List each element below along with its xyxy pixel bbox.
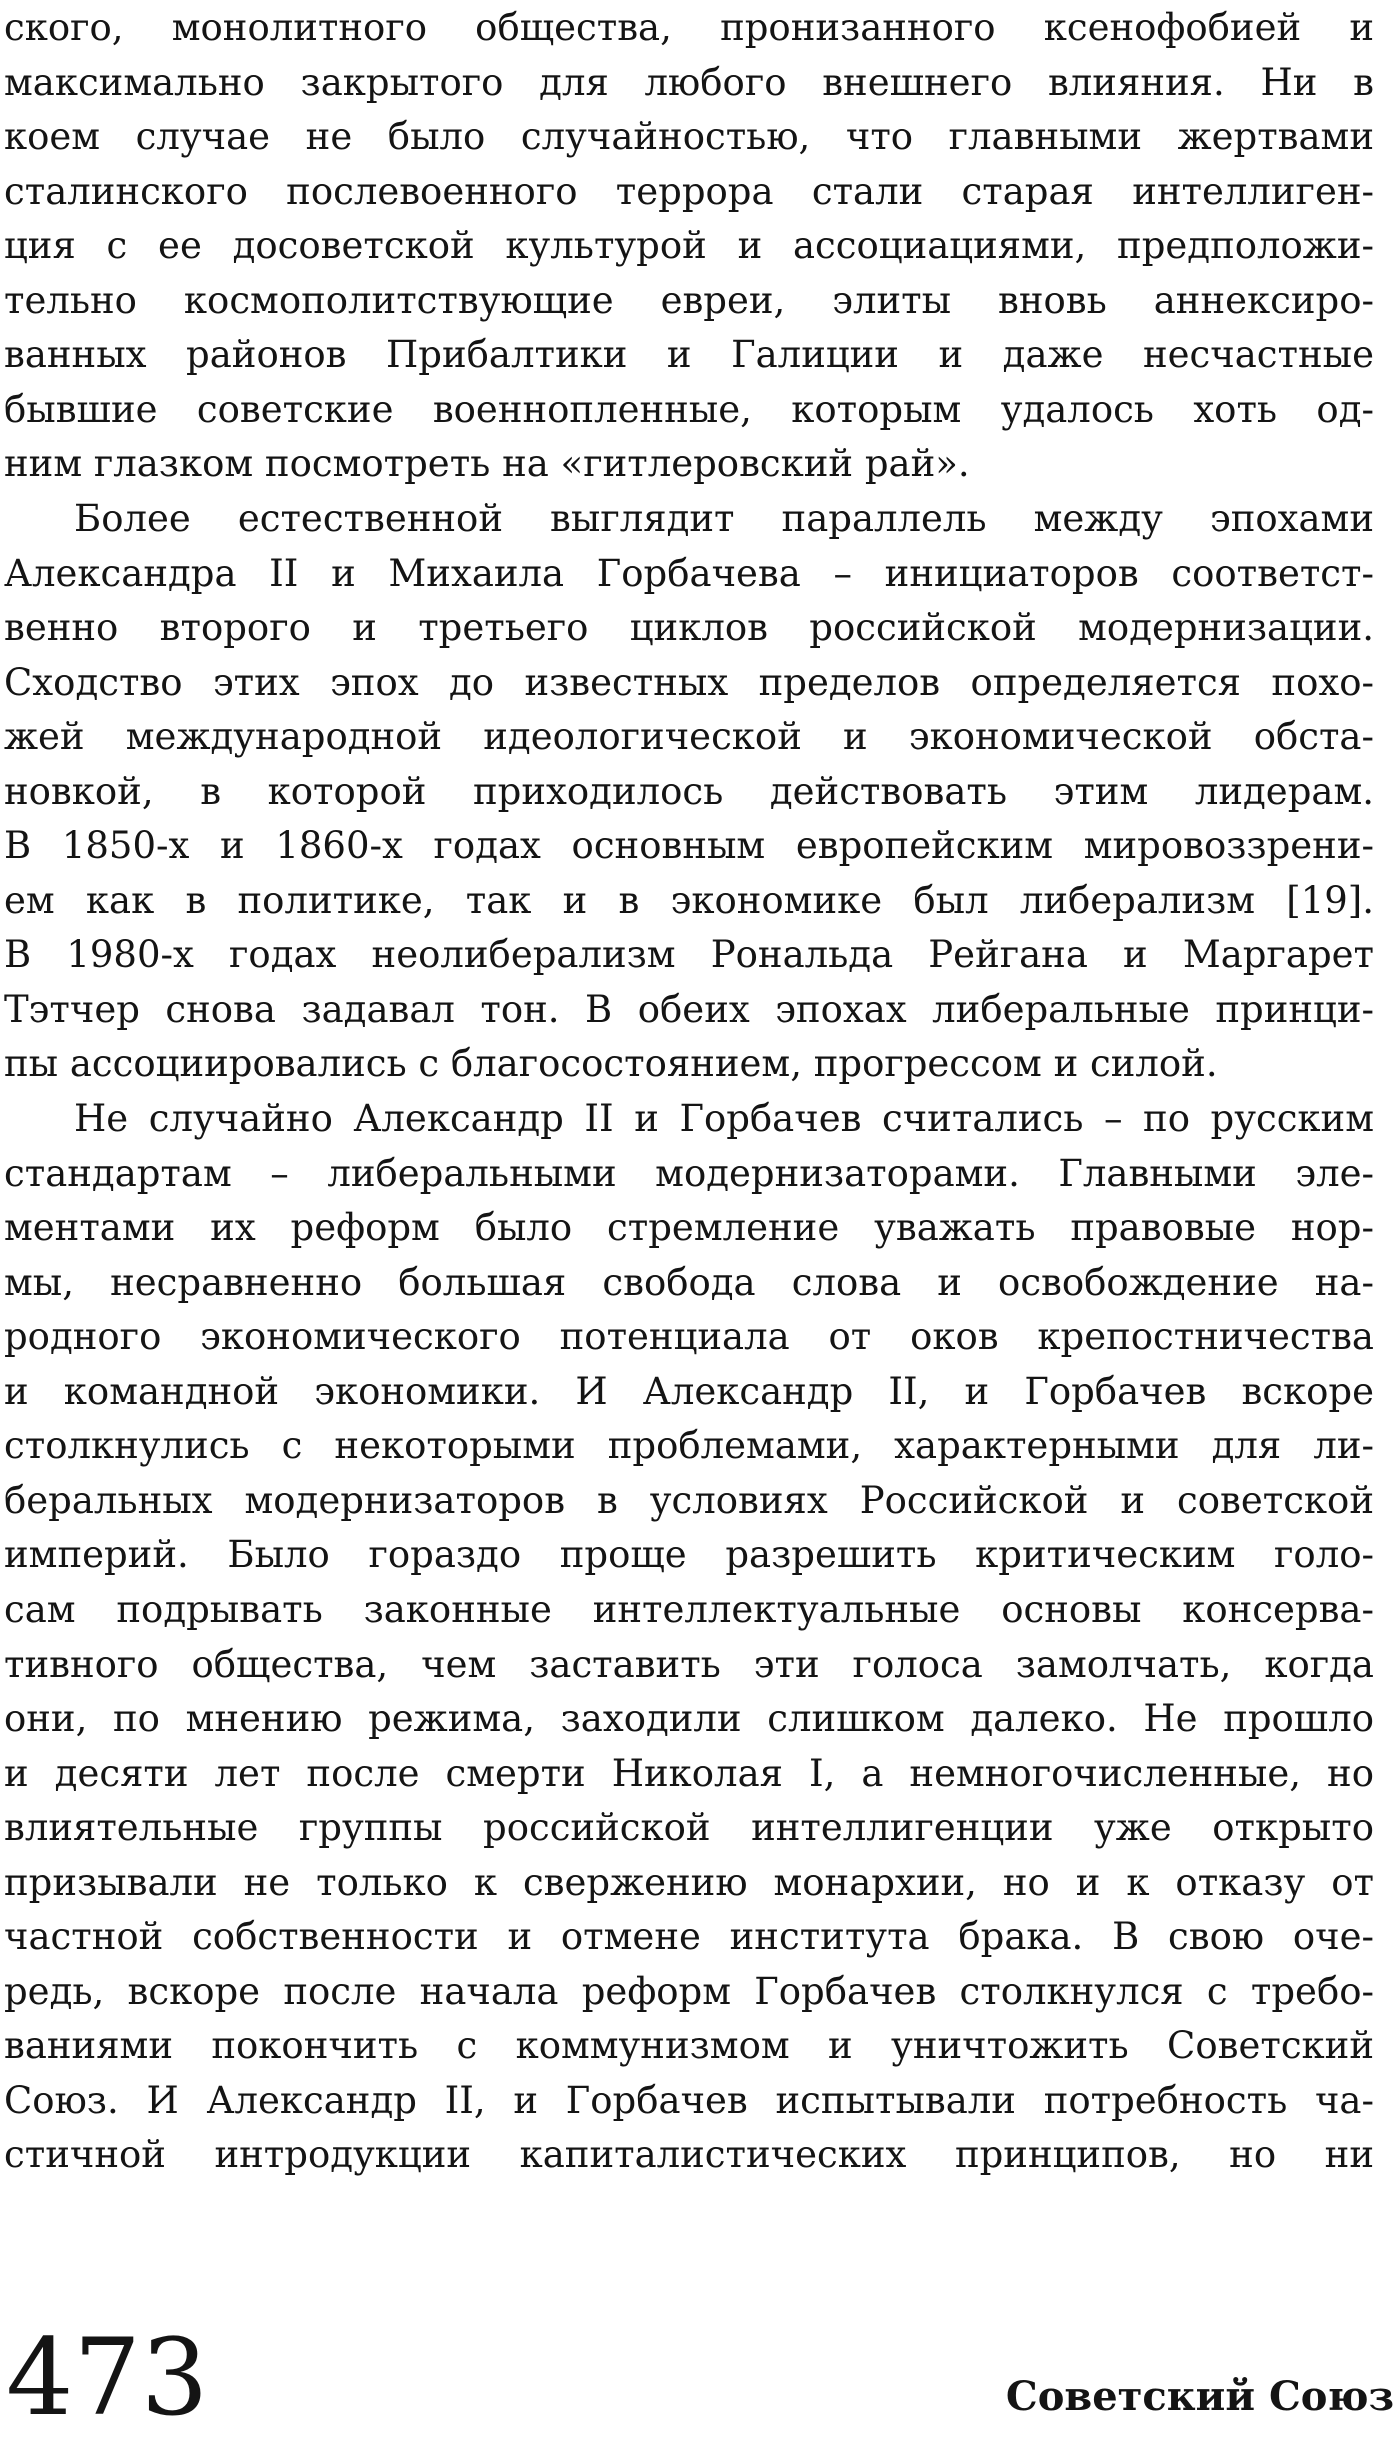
text-line: В 1850-х и 1860-х годах основным европейским мировоззрени- bbox=[4, 824, 1374, 868]
text-line: сталинского послевоенного террора стали старая интеллиген- bbox=[4, 169, 1374, 213]
text-line: ментами их реформ было стремление уважать правовые нор- bbox=[4, 1206, 1374, 1250]
text-line: бывшие советские военнопленные, которым удалось хоть од- bbox=[4, 387, 1374, 431]
text-line: влиятельные группы российской интеллигенции уже открыто bbox=[4, 1806, 1374, 1850]
page-number: 473 bbox=[6, 2316, 209, 2439]
text-line: ем как в политике, так и в экономике был либерализм [19]. bbox=[4, 878, 1374, 922]
text-line: Более естественной выглядит параллель между эпохами bbox=[74, 496, 1374, 540]
text-line: новкой, в которой приходилось действовать этим лидерам. bbox=[4, 769, 1374, 813]
text-line: венно второго и третьего циклов российской модернизации. bbox=[4, 606, 1374, 650]
text-line: стичной интродукции капиталистических принципов, но ни bbox=[4, 2133, 1374, 2177]
text-line: В 1980-х годах неолиберализм Рональда Рейгана и Маргарет bbox=[4, 933, 1374, 977]
text-line: сам подрывать законные интеллектуальные основы консерва- bbox=[4, 1587, 1374, 1631]
text-line: империй. Было гораздо проще разрешить критическим голо- bbox=[4, 1533, 1374, 1577]
text-line: Александра II и Михаила Горбачева – инициаторов соответст- bbox=[4, 551, 1374, 595]
text-line: тельно космополитствующие евреи, элиты вновь аннексиро- bbox=[4, 278, 1374, 322]
text-line: ним глазком посмотреть на «гитлеровский рай». bbox=[4, 442, 970, 486]
text-line: и командной экономики. И Александр II, и Горбачев вскоре bbox=[4, 1369, 1374, 1413]
text-line: ванных районов Прибалтики и Галиции и даже несчастные bbox=[4, 333, 1374, 377]
text-line: столкнулись с некоторыми проблемами, характерными для ли- bbox=[4, 1424, 1374, 1468]
running-title: Советский Союз bbox=[1005, 2373, 1394, 2420]
text-line: пы ассоциировались с благосостоянием, прогрессом и силой. bbox=[4, 1042, 1218, 1086]
text-line: редь, вскоре после начала реформ Горбачев столкнулся с требо- bbox=[4, 1969, 1374, 2013]
text-line: призывали не только к свержению монархии, но и к отказу от bbox=[4, 1860, 1374, 1904]
text-line: беральных модернизаторов в условиях Российской и советской bbox=[4, 1478, 1374, 1522]
text-line: родного экономического потенциала от оков крепостничества bbox=[4, 1315, 1374, 1359]
text-line: ского, монолитного общества, пронизанного ксенофобией и bbox=[4, 6, 1374, 49]
text-line: мы, несравненно большая свобода слова и освобождение на- bbox=[4, 1260, 1374, 1304]
text-line: стандартам – либеральными модернизаторами. Главными эле- bbox=[4, 1151, 1374, 1195]
text-line: Союз. И Александр II, и Горбачев испытывали потребность ча- bbox=[4, 2078, 1374, 2122]
text-line: коем случае не было случайностью, что главными жертвами bbox=[4, 115, 1374, 159]
text-line: Не случайно Александр II и Горбачев считались – по русским bbox=[74, 1097, 1374, 1140]
text-line: они, по мнению режима, заходили слишком далеко. Не прошло bbox=[4, 1697, 1374, 1741]
text-line: Сходство этих эпох до известных пределов определяется похо- bbox=[4, 660, 1374, 704]
text-line: и десяти лет после смерти Николая I, а немногочисленные, но bbox=[4, 1751, 1374, 1795]
text-line: Тэтчер снова задавал тон. В обеих эпохах либеральные принци- bbox=[4, 987, 1374, 1031]
text-line: жей международной идеологической и экономической обста- bbox=[4, 715, 1374, 759]
text-line: максимально закрытого для любого внешнего влияния. Ни в bbox=[4, 60, 1374, 104]
text-line: тивного общества, чем заставить эти голоса замолчать, когда bbox=[4, 1642, 1374, 1686]
text-line: ция с ее досоветской культурой и ассоциациями, предположи- bbox=[4, 224, 1374, 268]
text-line: ваниями покончить с коммунизмом и уничтожить Советский bbox=[4, 2024, 1374, 2068]
text-line: частной собственности и отмене института брака. В свою оче- bbox=[4, 1915, 1374, 1959]
